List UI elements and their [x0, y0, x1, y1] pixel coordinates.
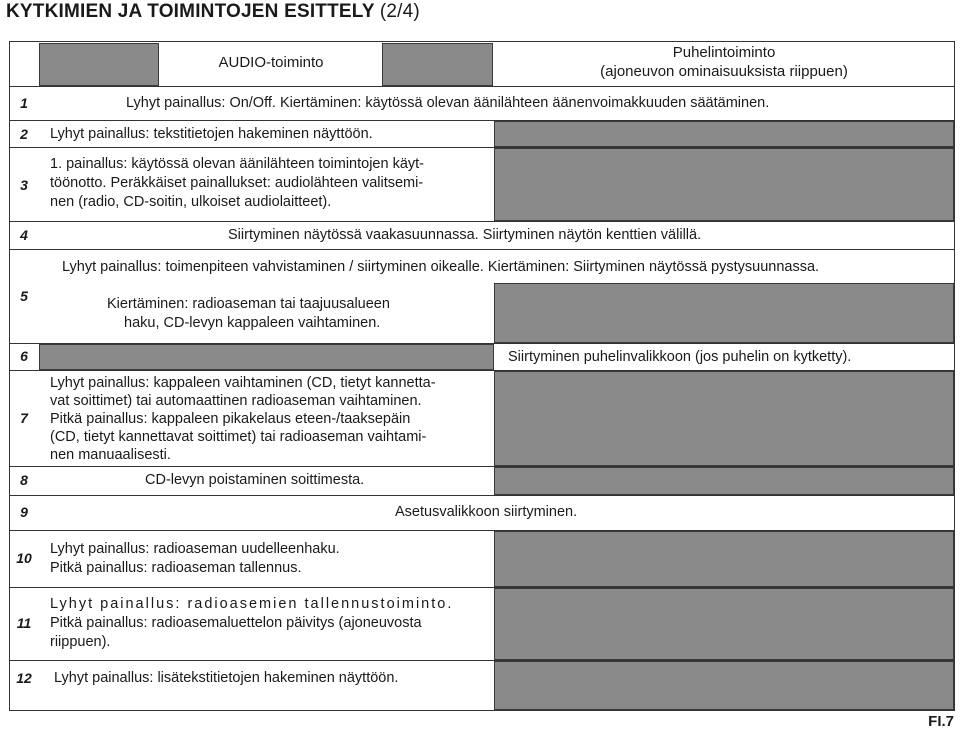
- row-number: 8: [20, 472, 28, 488]
- row-number: 7: [20, 410, 28, 426]
- row-number: 1: [20, 95, 28, 111]
- header-gap-cell: [382, 43, 493, 86]
- page-title: [6, 1, 420, 23]
- row-3-line: nen (radio, CD-soitin, ulkoiset audiolaitteet).: [50, 194, 332, 210]
- header-phone-title: Puhelintoiminto: [672, 44, 776, 61]
- row-divider: [9, 86, 955, 87]
- row-5-line: Lyhyt painallus: toimenpiteen vahvistaminen / siirtyminen oikealle. Kiertäminen: Siirtyminen näytössä pystysuunnassa.: [62, 259, 820, 275]
- row-11-line: Lyhyt painallus: radioasemien tallennustoiminto.: [50, 596, 454, 612]
- header-phone-subtitle: (ajoneuvon ominaisuuksista riippuen): [600, 63, 848, 80]
- row-6-text: Siirtyminen puhelinvalikkoon (jos puhelin on kytketty).: [508, 349, 852, 365]
- row-number: 4: [20, 227, 28, 243]
- row-number: 12: [16, 670, 32, 686]
- row-2-phone-cell: [494, 121, 954, 147]
- row-11-line: Pitkä painallus: radioasemaluettelon päivitys (ajoneuvosta: [50, 615, 422, 631]
- row-7-line: (CD, tietyt kannettavat soittimet) tai radioaseman vaihtami-: [50, 429, 427, 445]
- row-7-line: nen manuaalisesti.: [50, 447, 171, 463]
- row-5-line: Kiertäminen: radioaseman tai taajuusalueen: [107, 296, 390, 312]
- row-number: 11: [16, 615, 32, 631]
- row-5-line: haku, CD-levyn kappaleen vaihtaminen.: [124, 315, 381, 331]
- row-12-phone-cell: [494, 661, 954, 710]
- row-number: 2: [20, 126, 28, 142]
- row-number: 9: [20, 504, 28, 520]
- row-7-line: Lyhyt painallus: kappaleen vaihtaminen (CD, tietyt kannetta-: [50, 375, 436, 391]
- row-9-text: Asetusvalikkoon siirtyminen.: [395, 504, 578, 520]
- row-12-text: Lyhyt painallus: lisätekstitietojen hakeminen näyttöön.: [54, 670, 399, 686]
- row-7-line: Pitkä painallus: kappaleen pikakelaus eteen-/taaksepäin: [50, 411, 411, 427]
- row-7-line: vat soittimet) tai automaattinen radioaseman vaihtaminen.: [50, 393, 422, 409]
- header-blank-cell: [39, 43, 159, 86]
- row-11-line: riippuen).: [50, 634, 111, 650]
- row-5-phone-cell: [494, 283, 954, 343]
- row-number: 6: [20, 348, 28, 364]
- row-8-text: CD-levyn poistaminen soittimesta.: [145, 472, 365, 488]
- row-3-line: töönotto. Peräkkäiset painallukset: audiolähteen valitsemi-: [50, 175, 424, 191]
- row-divider: [9, 221, 955, 222]
- row-number: 10: [16, 550, 32, 566]
- row-3-phone-cell: [494, 148, 954, 221]
- row-number: 5: [20, 288, 28, 304]
- row-10-phone-cell: [494, 531, 954, 587]
- row-1-text: Lyhyt painallus: On/Off. Kiertäminen: käytössä olevan äänilähteen äänenvoimakkuuden säätäminen.: [126, 95, 770, 111]
- row-11-phone-cell: [494, 588, 954, 660]
- row-divider: [9, 495, 955, 496]
- page-title-main: KYTKIMIEN JA TOIMINTOJEN ESITTELY: [6, 1, 375, 22]
- header-audio: AUDIO-toiminto: [218, 54, 324, 71]
- row-number: 3: [20, 177, 28, 193]
- row-divider: [9, 249, 955, 250]
- row-2-text: Lyhyt painallus: tekstitietojen hakeminen näyttöön.: [50, 126, 373, 142]
- row-10-line: Lyhyt painallus: radioaseman uudelleenhaku.: [50, 541, 340, 557]
- row-10-line: Pitkä painallus: radioaseman tallennus.: [50, 560, 302, 576]
- row-7-phone-cell: [494, 371, 954, 466]
- row-6-audio-cell: [39, 344, 494, 370]
- row-3-line: 1. painallus: käytössä olevan äänilähteen toimintojen käyt-: [50, 156, 425, 172]
- row-8-phone-cell: [494, 467, 954, 495]
- row-4-text: Siirtyminen näytössä vaakasuunnassa. Siirtyminen näytön kenttien välillä.: [228, 227, 702, 243]
- page-title-suffix: (2/4): [379, 1, 420, 22]
- page-number: FI.7: [928, 713, 954, 730]
